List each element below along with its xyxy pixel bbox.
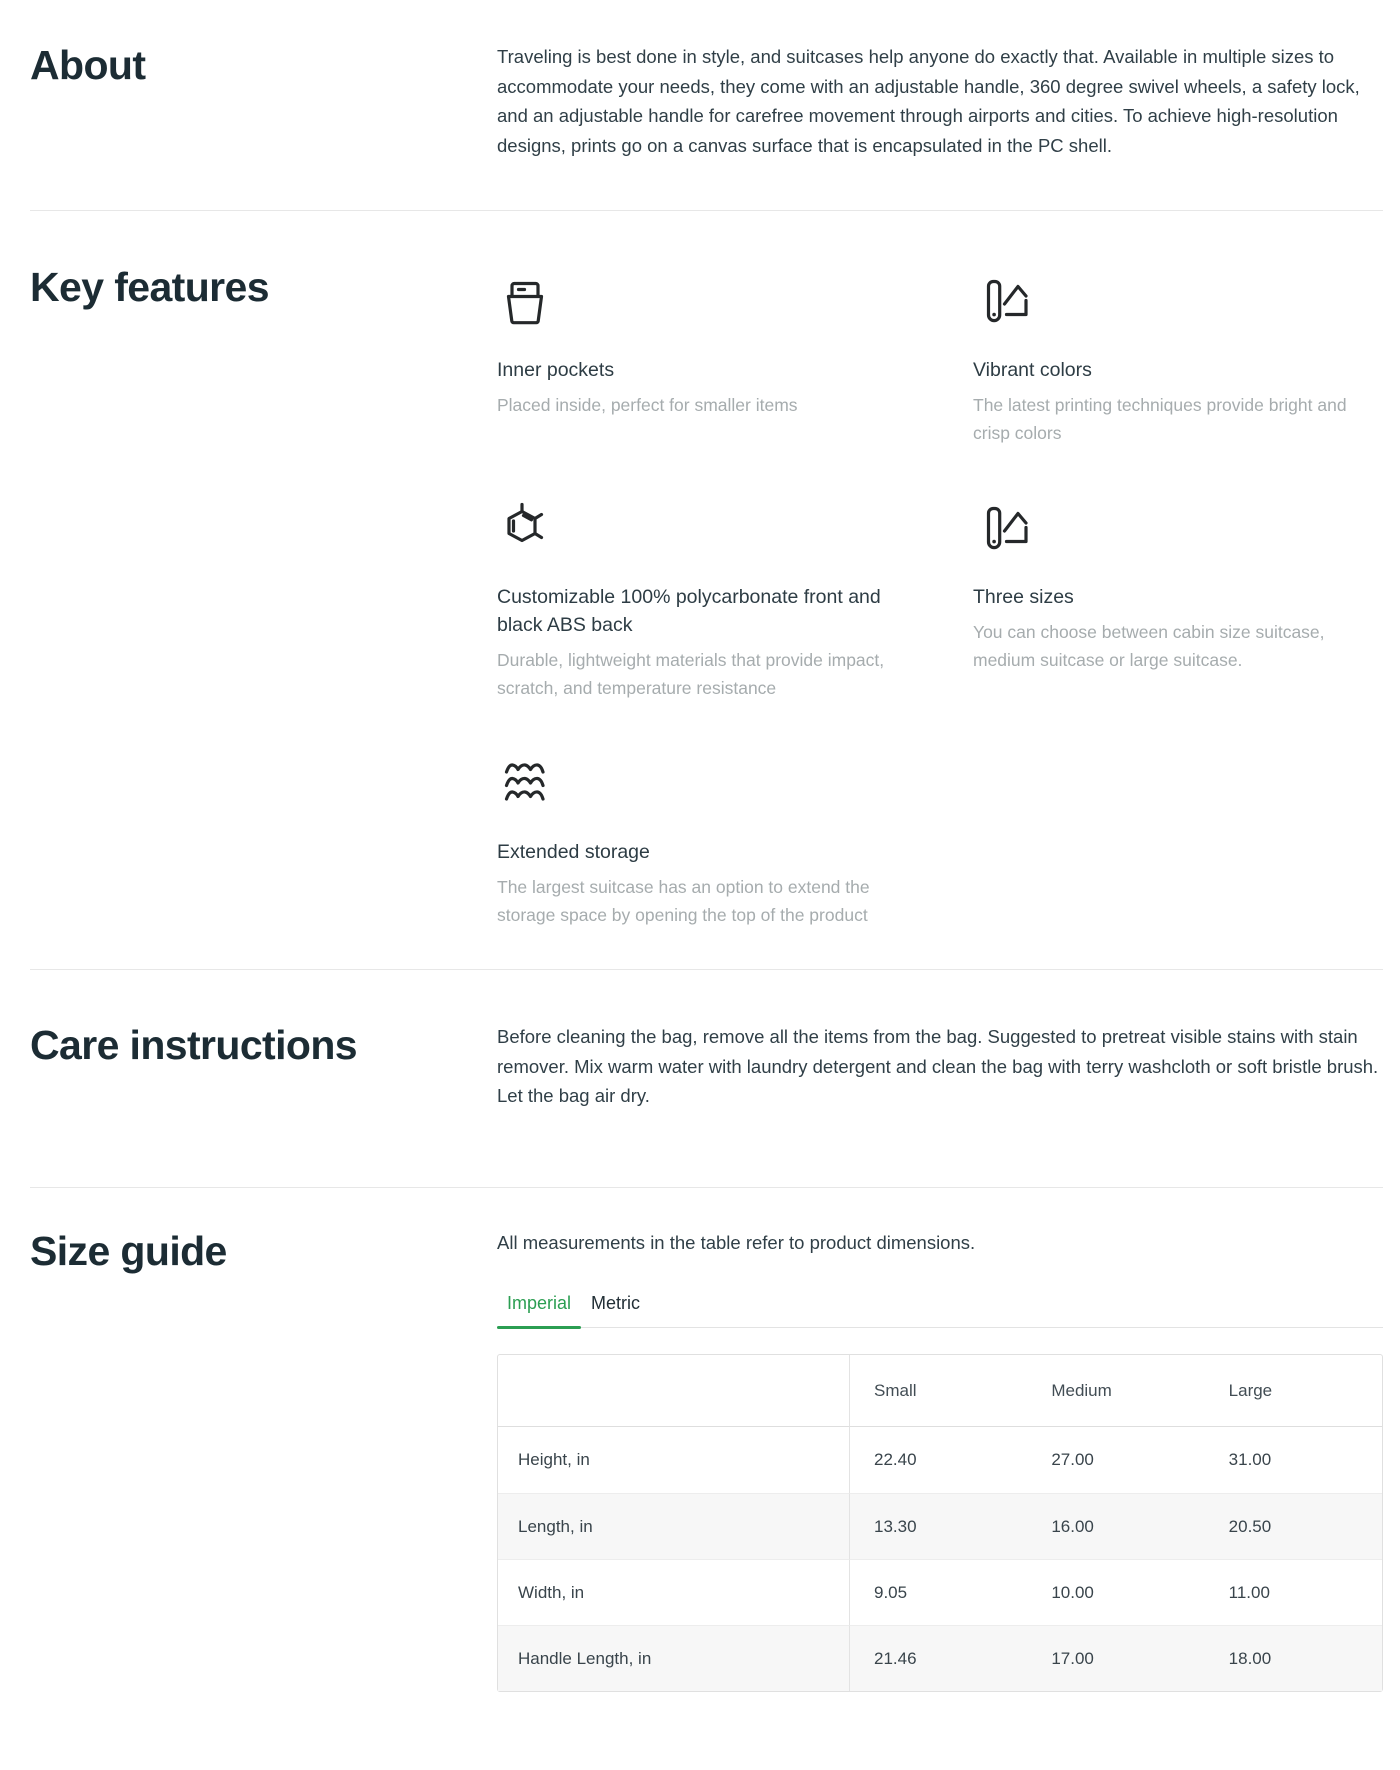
color-swatches-icon (973, 272, 1383, 328)
table-corner-cell (498, 1355, 850, 1427)
feature-description: The latest printing techniques provide bright and crisp colors (973, 395, 1347, 443)
key-features-heading: Key features (30, 264, 269, 310)
feature-three-sizes (973, 499, 1383, 702)
cell-value: 9.05 (850, 1559, 1027, 1625)
feature-customizable-shell (497, 499, 907, 702)
feature-inner-pockets (497, 272, 907, 447)
about-section (30, 0, 1383, 210)
cell-value: 16.00 (1027, 1493, 1204, 1559)
molecule-icon (497, 499, 907, 555)
row-label: Height, in (498, 1427, 850, 1493)
table-header-row (498, 1355, 1382, 1427)
about-content (497, 42, 1383, 160)
cell-value: 20.50 (1205, 1493, 1382, 1559)
pocket-icon (497, 272, 907, 328)
cell-value: 11.00 (1205, 1559, 1382, 1625)
row-label: Handle Length, in (498, 1625, 850, 1691)
tab-metric[interactable]: Metric (591, 1293, 641, 1313)
size-guide-section (30, 1188, 1383, 1693)
feature-extended-storage (497, 754, 907, 929)
feature-description: The largest suitcase has an option to extend the storage space by opening the top of the product (497, 877, 870, 925)
size-guide-heading: Size guide (30, 1227, 227, 1274)
size-guide-table (497, 1354, 1383, 1692)
feature-title: Vibrant colors (973, 359, 1092, 381)
feature-title: Inner pockets (497, 359, 615, 381)
table-row (498, 1625, 1382, 1691)
cell-value: 31.00 (1228, 1450, 1272, 1469)
care-instructions-heading: Care instructions (30, 1022, 357, 1068)
feature-title: Three sizes (973, 586, 1074, 608)
about-heading: About (30, 42, 146, 88)
cell-value: 17.00 (1027, 1625, 1204, 1691)
feature-description: You can choose between cabin size suitcase, medium suitcase or large suitcase. (973, 622, 1325, 670)
color-swatches-icon (973, 499, 1383, 555)
row-label: Width, in (498, 1559, 850, 1625)
tab-imperial[interactable]: Imperial (497, 1293, 581, 1327)
size-guide-content (497, 1228, 1383, 1693)
column-header-medium: Medium (1027, 1355, 1204, 1427)
cell-value: 13.30 (850, 1493, 1027, 1559)
cell-value: 22.40 (874, 1450, 917, 1469)
cell-value: 18.00 (1205, 1625, 1382, 1691)
unit-tabs (497, 1293, 1383, 1328)
table-row (498, 1493, 1382, 1559)
cell-value: 21.46 (850, 1625, 1027, 1691)
care-instructions-section (30, 970, 1383, 1187)
care-content (497, 1022, 1383, 1111)
feature-title: Extended storage (497, 841, 650, 863)
feature-description: Durable, lightweight materials that provide impact, scratch, and temperature resistance (497, 650, 885, 698)
cell-value: 27.00 (1051, 1450, 1094, 1469)
cell-value: 10.00 (1027, 1559, 1204, 1625)
row-label: Length, in (498, 1493, 850, 1559)
column-header-small: Small (850, 1355, 1027, 1427)
feature-vibrant-colors (973, 272, 1383, 447)
table-row (498, 1559, 1382, 1625)
feature-title: Customizable 100% polycarbonate front and black ABS back (497, 586, 881, 636)
feature-description: Placed inside, perfect for smaller items (497, 395, 798, 415)
size-guide-note: All measurements in the table refer to product dimensions. (497, 1231, 976, 1253)
features-grid (497, 264, 1383, 929)
waves-icon (497, 754, 907, 810)
key-features-section (30, 211, 1383, 969)
table-row (498, 1427, 1382, 1493)
about-text: Traveling is best done in style, and suitcases help anyone do exactly that. Available in multiple sizes to accommodate your needs, they come with an adjustable handle, 360 degree swivel wheels, a safety lock, and an adjustable handle for carefree movement through airports and cities. To achieve high-resolution designs, prints go on a canvas surface that is encapsulated in the PC shell. (497, 46, 1360, 156)
column-header-large: Large (1205, 1355, 1382, 1427)
care-instructions-text: Before cleaning the bag, remove all the items from the bag. Suggested to pretreat visible stains with stain remover. Mix warm water with laundry detergent and clean the bag with terry washcloth or soft bristle brush. Let the bag air dry. (497, 1026, 1379, 1106)
